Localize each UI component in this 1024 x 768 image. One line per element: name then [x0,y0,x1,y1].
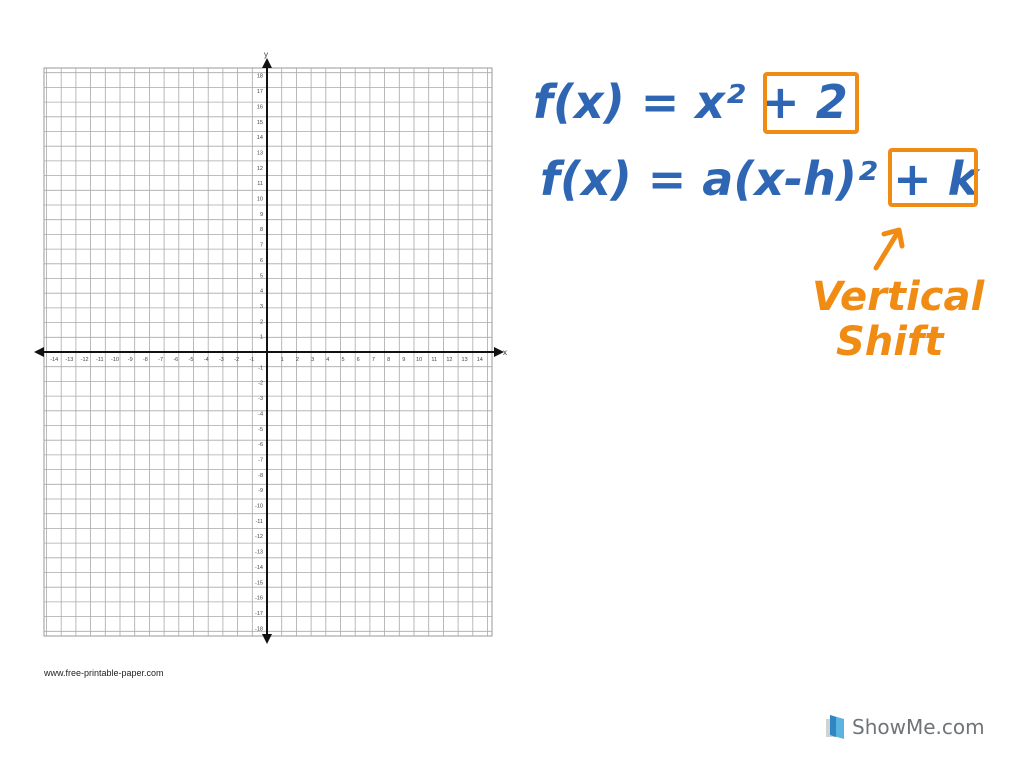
x-tick-label: 7 [371,357,375,363]
y-tick-label: 10 [256,196,263,203]
x-tick-label: 2 [295,357,299,363]
x-tick-label: -7 [158,357,164,363]
y-tick-label: -3 [258,396,263,403]
x-tick-label: 14 [476,357,483,363]
y-tick-label: 12 [256,165,263,172]
x-axis-label: x [503,348,507,357]
y-tick-label: 5 [259,273,263,280]
showme-logo-icon [824,713,846,741]
y-tick-label: 7 [259,242,263,249]
y-tick-label: 1 [259,334,263,341]
x-tick-label: -4 [203,357,209,363]
x-tick-label: 10 [415,357,423,363]
brand-name: ShowMe.com [852,715,985,739]
y-tick-label: 4 [259,288,263,295]
x-tick-label: -2 [234,357,240,363]
y-tick-label: -6 [258,442,263,449]
equation-1: f(x) = x² + 2 [533,75,848,129]
y-tick-label: -16 [255,595,263,602]
arrow-icon [876,230,902,268]
x-tick-label: 3 [311,357,315,363]
y-tick-label: 2 [259,319,263,326]
y-tick-label: 14 [256,135,263,142]
x-axis-left-arrow [34,347,44,357]
x-tick-label: 13 [461,357,468,363]
x-tick-label: 1 [280,357,284,363]
x-tick-label: 4 [326,357,330,363]
note-vertical: Vertical [812,274,985,320]
y-tick-label: -5 [258,426,263,433]
note-shift: Shift [836,319,944,365]
handwritten-annotations [533,74,985,365]
x-tick-label: -3 [218,357,224,363]
x-tick-label: 11 [431,357,438,363]
y-tick-label: -11 [255,518,263,525]
y-tick-label: 8 [259,227,263,234]
y-tick-label: -12 [255,534,263,541]
x-tick-label: -14 [50,357,59,363]
x-tick-label: -13 [65,357,74,363]
y-tick-label: 17 [256,89,263,96]
x-tick-label: -12 [80,357,89,363]
y-tick-label: 11 [257,181,263,188]
y-tick-label: 15 [256,119,263,126]
y-tick-label: 6 [259,257,263,264]
y-tick-label: -15 [255,580,263,587]
y-tick-label: -17 [255,610,263,617]
x-tick-label: 6 [356,357,360,363]
x-tick-label: -9 [127,357,133,363]
y-tick-label: -4 [258,411,263,418]
y-tick-label: 3 [259,303,263,310]
x-tick-label: -8 [142,357,148,363]
y-axis-top-arrow [262,58,272,68]
y-tick-label: 9 [259,211,263,218]
y-tick-label: 13 [256,150,263,157]
y-tick-label: -8 [258,472,263,479]
x-tick-label: 5 [341,357,345,363]
y-tick-label: -2 [258,380,263,387]
y-axis-bottom-arrow [262,634,272,644]
x-tick-label: -1 [249,357,255,363]
y-tick-label: -1 [258,365,263,372]
x-tick-label: 8 [387,357,391,363]
y-tick-label: -14 [255,564,263,571]
x-tick-label: -5 [188,357,194,363]
y-tick-label: -13 [255,549,263,556]
x-tick-label: -10 [111,357,119,363]
x-tick-label: -11 [96,357,104,363]
showme-branding [824,710,985,744]
x-tick-label: -6 [173,357,179,363]
source-credit: www.free-printable-paper.com [44,668,164,678]
y-tick-label: 18 [256,73,263,80]
equation-2: f(x) = a(x-h)² + k [540,152,979,206]
y-tick-label: 16 [256,104,263,111]
x-tick-label: 12 [446,357,453,363]
y-tick-label: -7 [258,457,263,464]
x-tick-label: 9 [402,357,406,363]
y-tick-label: -9 [258,488,263,495]
y-tick-label: -18 [255,626,263,633]
y-axis-label: y [264,50,268,59]
y-tick-label: -10 [255,503,263,510]
